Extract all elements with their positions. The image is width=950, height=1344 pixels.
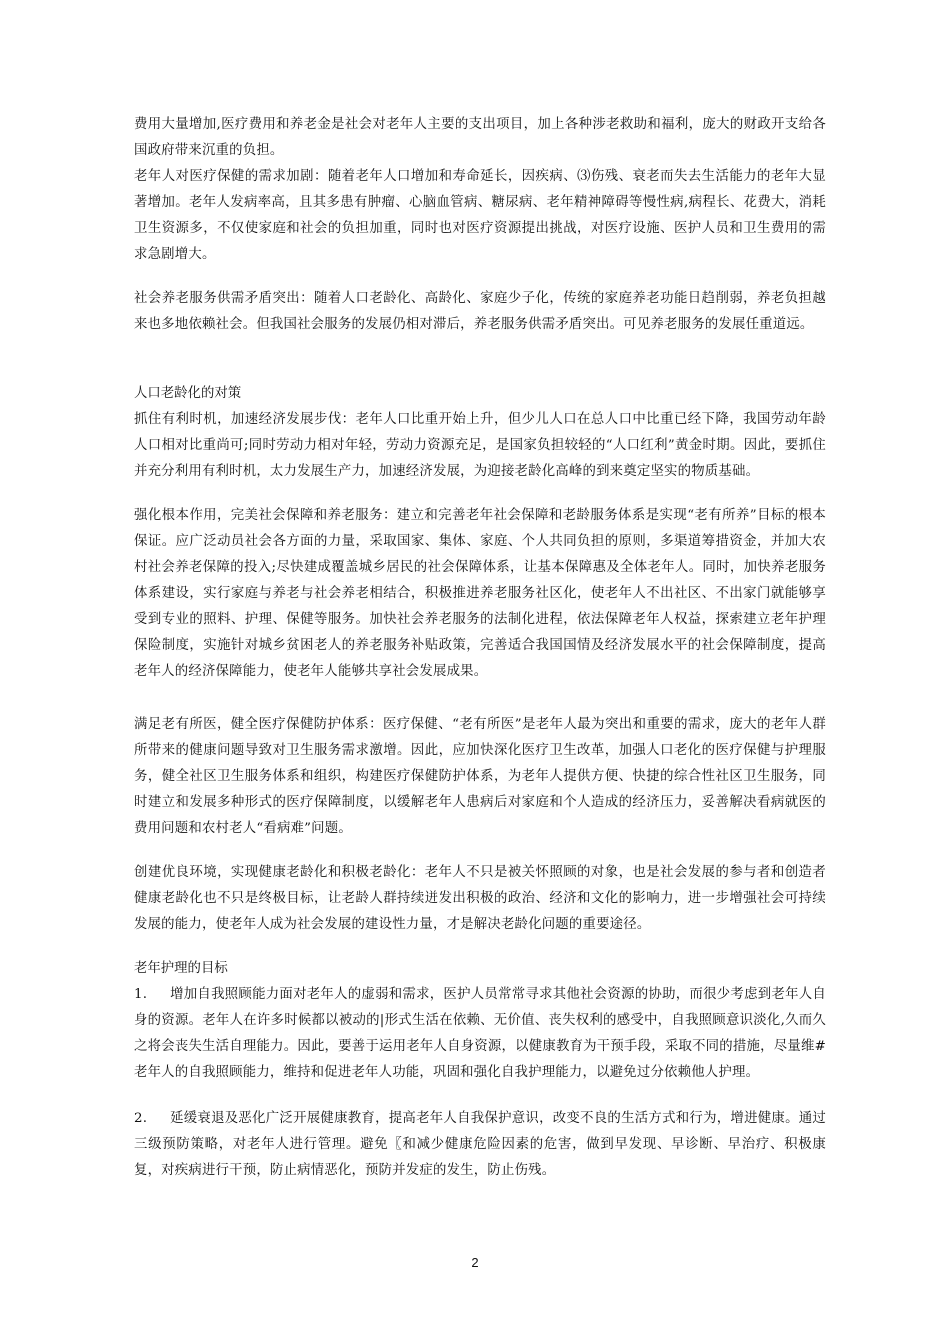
paragraph-medical-care: [134, 712, 826, 842]
paragraph-text: 社会养老服务供需矛盾突出：随着人口老龄化、高龄化、家庭少子化，传统的家庭养老功能日趋削弱，养老负担越来也多地依赖社会。但我国社会服务的发展仍相对滞后，养老服务供需矛盾突出。可见养老服务的发展任重道远。: [134, 291, 826, 332]
paragraph-expenses: [134, 112, 826, 164]
list-item-text: [134, 1106, 826, 1184]
list-item-self-care: [134, 982, 826, 1086]
paragraph-economic-development: [134, 407, 826, 485]
list-item-body: 延缓衰退及恶化广泛开展健康教育，提高老年人自我保护意识，改变不良的生活方式和行为，增进健康。通过三级预防策略，对老年人进行管理。避免〖和减少健康危险因素的危害，做到早发现、早诊断、早治疗、积极康复，对疾病进行干预，防止病情恶化，预防并发症的发生，防止伤残。: [134, 1111, 826, 1178]
page-number: 2: [471, 1255, 479, 1270]
section-heading-nursing-goals: [134, 956, 826, 982]
list-item-delay-decline: [134, 1106, 826, 1184]
paragraph-text: 满足老有所医，健全医疗保健防护体系：医疗保健、“老有所医”是老年人最为突出和重要的需求，庞大的老年人群所带来的健康问题导致对卫生服务需求激增。因此，应加快深化医疗卫生改革，加强人口老化的医疗保健与护理服务，健全社区卫生服务体系和组织，构建医疗保健防护体系，为老年人提供方便、快捷的综合性社区卫生服务，同时建立和发展多种形式的医疗保障制度，以缓解老年人患病后对家庭和个人造成的经济压力，妥善解决看病就医的费用问题和农村老人“看病难”问题。: [134, 717, 826, 836]
paragraph-text: 强化根本作用，完美社会保障和养老服务：建立和完善老年社会保障和老龄服务体系是实现“老有所养”目标的根本保证。应广泛动员社会各方面的力量，采取国家、集体、家庭、个人共同负担的原则，多渠道筹措资金，并加大农村社会养老保障的投入;尽快建成覆盖城乡居民的社会保障体系，让基本保障惠及全体老年人。同时，加快养老服务体系建设，实行家庭与养老与社会养老相结合，积极推进养老服务社区化，使老年人不出社区、不出家门就能够享受到专业的照料、护理、保健等服务。加快社会养老服务的法制化进程，依法保障老年人权益，探索建立老年护理保险制度，实施针对城乡贫困老人的养老服务补贴政策，完善适合我国国情及经济发展水平的社会保障制度，提高老年人的经济保障能力，使老年人能够共享社会发展成果。: [134, 508, 826, 679]
list-number: 1.: [134, 987, 148, 1002]
section-heading-countermeasures: [134, 381, 826, 407]
paragraph-text: 费用大量增加,医疗费用和养老金是社会对老年人主要的支出项目，加上各种涉老救助和福利，庞大的财政开支给各国政府带来沉重的负担。: [134, 117, 826, 158]
paragraph-medical-demand: [134, 164, 826, 268]
paragraph-healthy-aging: [134, 860, 826, 938]
paragraph-social-security: [134, 503, 826, 685]
list-item-text: [134, 982, 826, 1086]
section-heading: 老年护理的目标: [134, 961, 228, 976]
paragraph-text: 老年人对医疗保健的需求加剧：随着老年人口增加和寿命延长，因疾病、⑶伤残、衰老而失去生活能力的老年大显著增加。老年人发病率高，且其多患有肿瘤、心脑血管病、糖尿病、老年精神障碍等慢性病,病程长、花费大，消耗卫生资源多，不仅使家庭和社会的负担加重，同时也对医疗资源提出挑战，对医疗设施、医护人员和卫生费用的需求急剧增大。: [134, 169, 826, 262]
list-item-body: 增加自我照顾能力面对老年人的虚弱和需求，医护人员常常寻求其他社会资源的协助，而很少考虑到老年人自身的资源。老年人在许多时候都以被动的|形式生活在依赖、无价值、丧失权利的感受中，自我照顾意识淡化,久而久之将会丧失生活自理能力。因此，要善于运用老年人自身资源，以健康教育为干预手段，采取不同的措施，尽量维#老年人的自我照顾能力，维持和促进老年人功能，巩固和强化自我护理能力，以避免过分依赖他人护理。: [134, 987, 826, 1080]
paragraph-text: 抓住有利时机，加速经济发展步伐：老年人口比重开始上升，但少儿人口在总人口中比重已经下降，我国劳动年龄人口相对比重尚可;同时劳动力相对年轻，劳动力资源充足，是国家负担较轻的“人口红利”黄金时期。因此，要抓住并充分利用有利时机，太力发展生产力，加速经济发展，为迎接老龄化高峰的到来奠定坚实的物质基础。: [134, 412, 826, 479]
section-heading: 人口老龄化的对策: [134, 386, 242, 401]
list-number: 2.: [134, 1111, 148, 1126]
paragraph-text: 创建优良环境，实现健康老龄化和积极老龄化：老年人不只是被关怀照顾的对象，也是社会发展的参与者和创造者健康老龄化也不只是终极目标，让老龄人群持续迸发出积极的政治、经济和文化的影响力，进一步增强社会可持续发展的能力，使老年人成为社会发展的建设性力量，才是解决老龄化问题的重要途径。: [134, 865, 826, 932]
paragraph-elderly-services: [134, 286, 826, 338]
